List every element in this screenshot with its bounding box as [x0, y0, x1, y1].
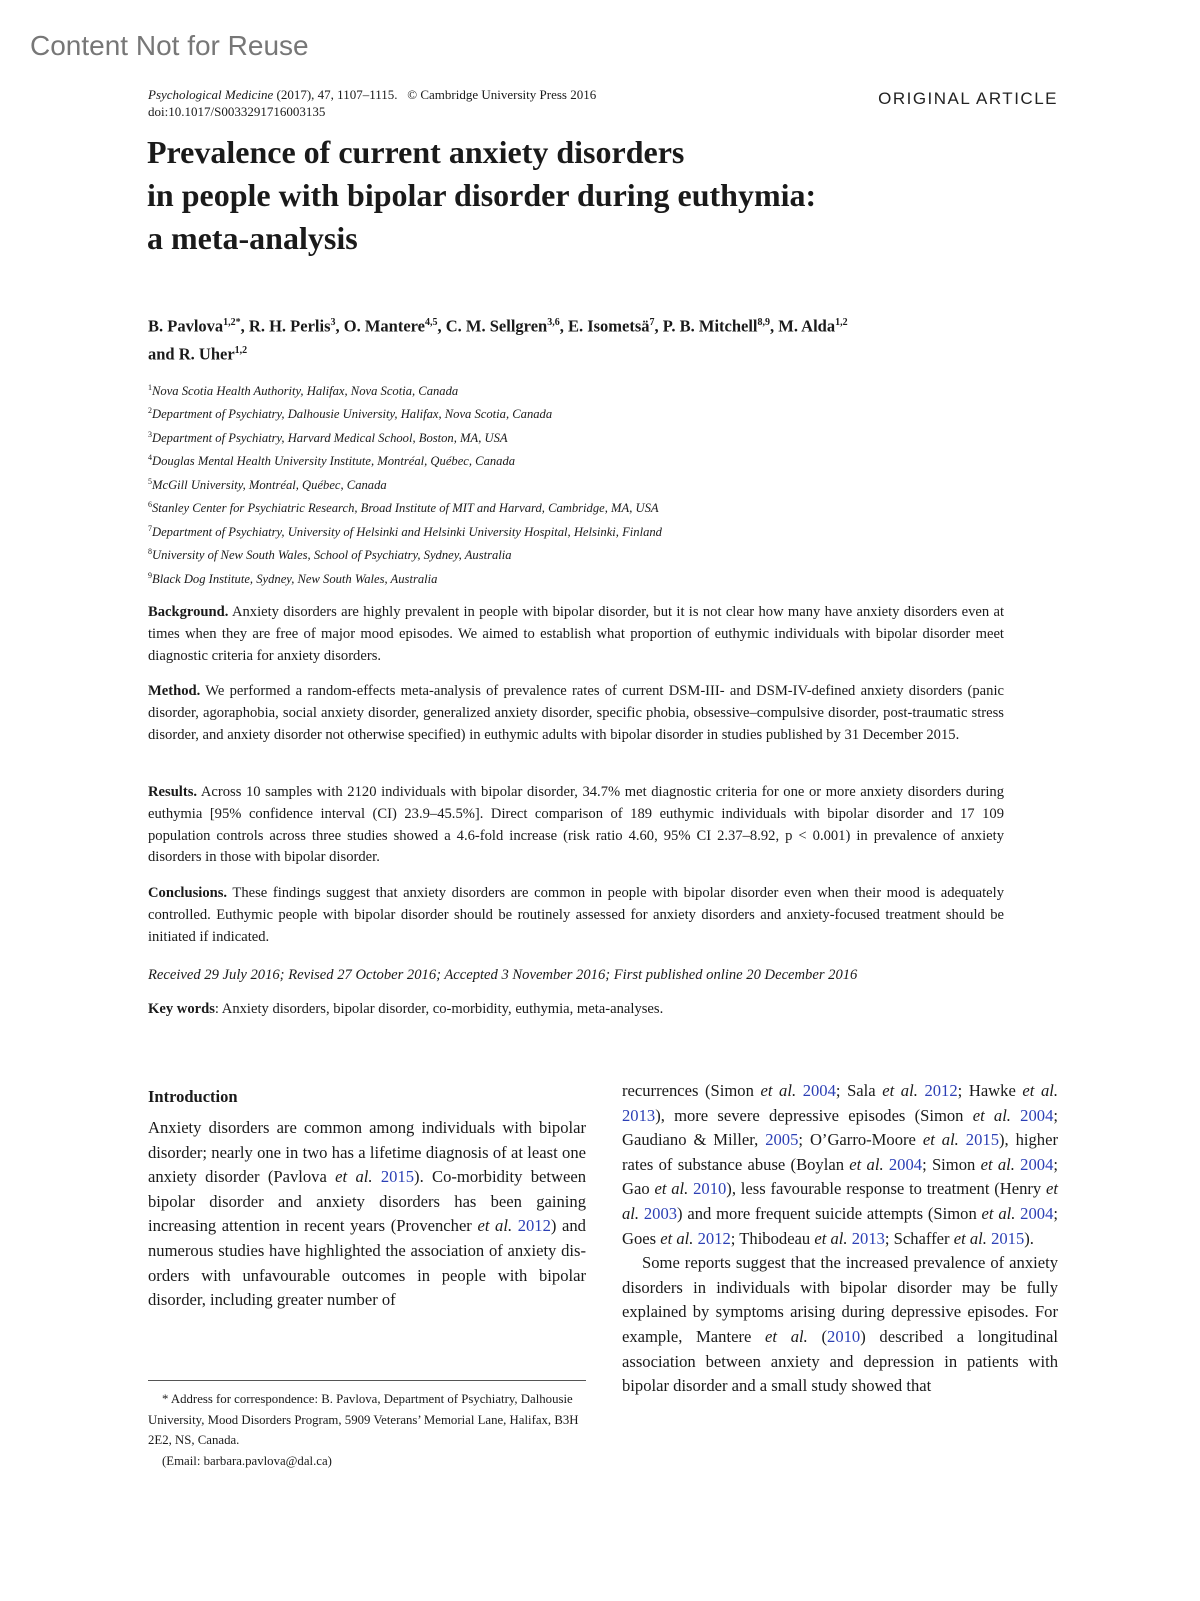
- abstract-background: Background. Anxiety disorders are highly prevalent in people with bipolar disorder, but it is not clear how many have anxiety disorders even at times when they are free of major mood episodes. We aimed to establish what proportion of euthymic individuals with bipolar disorder meet diagnostic criteria for anxiety disorders.: [148, 604, 1004, 664]
- author-affil-sup: 1,2: [234, 344, 248, 356]
- affiliation-item: $^9$Black Dog Institute, Sydney, New South Wales, Australia: [148, 570, 438, 587]
- article-title: [147, 131, 1047, 260]
- author-name: O. Mantere: [343, 316, 426, 336]
- title-line-2: in people with bipolar disorder during euthymia:: [147, 177, 817, 213]
- affiliation-item: $^6$Stanley Center for Psychiatric Research, Broad Institute of MIT and Harvard, Cambridge, MA, USA: [148, 500, 659, 516]
- affiliation-item: $^3$Department of Psychiatry, Harvard Medical School, Boston, MA, USA: [148, 429, 508, 446]
- citation-link[interactable]: 2015: [380, 1167, 415, 1187]
- journal-name: Psychological Medicine: [148, 87, 274, 102]
- title-line-1: Prevalence of current anxiety disorders: [147, 134, 685, 170]
- affiliation-item: $^8$University of New South Wales, School of Psychiatry, Sydney, Australia: [148, 547, 512, 563]
- affiliation-item: $^2$Department of Psychiatry, Dalhousie University, Halifax, Nova Scotia, Canada: [148, 406, 553, 422]
- citation-link[interactable]: 2012: [517, 1216, 551, 1236]
- citation-link[interactable]: 2004: [888, 1154, 923, 1174]
- citation-link[interactable]: 2012: [697, 1228, 731, 1248]
- author-name: M. Alda: [778, 316, 836, 336]
- author-name: R. Uher: [178, 344, 235, 363]
- author-affil-sup: 1,2*: [223, 317, 241, 328]
- author-affil-sup: 3,6: [547, 317, 560, 328]
- author-affil-sup: 4,5: [425, 317, 438, 328]
- citation-link[interactable]: 2013: [851, 1228, 885, 1248]
- citation-link[interactable]: 2003: [643, 1203, 678, 1223]
- citation-link[interactable]: 2010: [693, 1179, 727, 1199]
- author-affil-sup: 3: [330, 317, 336, 328]
- author-name: E. Isometsä: [567, 316, 650, 336]
- journal-citation: [148, 86, 708, 120]
- citation-link[interactable]: 2004: [1020, 1105, 1054, 1125]
- footnote-address: * Address for correspondence: B. Pavlova, Department of Psychiatry, Dalhousie University, Mood Disorders Program, 5909 Veterans’ Memorial Lane, Halifax, B3H 2E2, NS, Canada.: [148, 1392, 579, 1447]
- section-heading: Introduction: [148, 1087, 238, 1106]
- citation-link[interactable]: 2004: [802, 1081, 836, 1100]
- author-name: C. M. Sellgren: [445, 316, 548, 336]
- citation-link[interactable]: 2013: [622, 1105, 656, 1125]
- citation-link[interactable]: 2004: [1020, 1203, 1054, 1223]
- body-column-right: recurrences (Simon et al. 2004; Sala et al. 2012; Hawke et al. 2013), more severe depressive episodes (Simon et al. 2004; Gaudiano & Miller, 2005; O’Garro-Moore et al. 2015), higher rates of substance abuse (Boylan et al. 2004; Simon et al. 2004; Gao et al. 2010), less favourable response to treatment (Henry et al. 2003) and more frequent suicide attempts (Simon et al. 2004; Goes et al. 2012; Thibodeau et al. 2013; Schaffer et al. 2015). Some reports suggest that the increased prevalence of anxiety disorders in individuals with bipolar disorder may be fully explained by symptoms arising during depressive episodes. For example, Mantere et al. (2010) described a longitudinal association between anxiety and depression in patients with bipolar disorder and a small study showed that: [622, 1081, 1059, 1396]
- abstract-label: Method.: [148, 683, 201, 699]
- footnote-email: (Email: barbara.pavlova@dal.ca): [162, 1453, 332, 1468]
- abstract-label: Results.: [148, 784, 198, 800]
- citation-link[interactable]: 2005: [765, 1130, 799, 1150]
- citation-link[interactable]: 2004: [1020, 1154, 1054, 1174]
- footnote-divider: [148, 1380, 586, 1381]
- author-name: R. H. Perlis: [248, 316, 331, 336]
- affiliation-item: $^4$Douglas Mental Health University Institute, Montréal, Québec, Canada: [148, 453, 516, 469]
- author-affil-sup: 8,9: [757, 317, 771, 328]
- affiliation-item: $^7$Department of Psychiatry, University of Helsinki and Helsinki University Hospital, Helsinki, Finland: [148, 523, 662, 540]
- author-list: B. Pavlova$^{1,2*}$, R. H. Perlis$^3$, O. Mantere$^{4,5}$, C. M. Sellgren$^{3,6}$, E. Isometsä$^7$, P. B. Mitchell$^{8,9}$, M. Alda$^{1,2}$ and R. Uher$^{1,2}$: [148, 316, 848, 363]
- abstract-conclusions: Conclusions. These findings suggest that anxiety disorders are common in people with bipolar disorder even when their mood is adequately controlled. Euthymic people with bipolar disorder should be routinely assessed for anxiety disorders and anxiety-focused treatment should be initiated if indicated.: [148, 885, 1004, 945]
- doi-link[interactable]: doi:10.1017/S0033291716003135: [148, 104, 326, 119]
- keywords-list: : Anxiety disorders, bipolar disorder, co-morbidity, euthymia, meta-analyses.: [214, 1001, 664, 1017]
- copyright: © Cambridge University Press 2016: [407, 87, 597, 102]
- correspondence-footnote: [148, 1389, 588, 1471]
- abstract-results: Results. Across 10 samples with 2120 individuals with bipolar disorder, 34.7% met diagnostic criteria for one or more anxiety disorders during euthymia [95% confidence interval (CI) 23.9–45.5%]. Direct comparison of 189 euthymic individuals with bipolar disorder and 17 109 population controls across three studies showed a 4.6-fold increase (risk ratio 4.60, 95% CI 2.37–8.92, p < 0.001) in prevalence of anxiety disorders in those with bipolar disorder.: [148, 784, 1005, 866]
- title-line-3: a meta-analysis: [147, 220, 358, 256]
- keywords-label: Key words: [148, 1001, 215, 1017]
- journal-volume-pages: (2017), 47, 1107–1115.: [276, 87, 398, 102]
- affiliation-list: [148, 378, 1028, 589]
- body-column-left: Anxiety disorders are common among individuals with bipolar disorder; nearly one in two has a lifetime diagnosis of at least one anxiety disorder (Pavlova et al. 2015). Co-morbidity between bipolar disorder and anxiety disorders has been gaining increasing attention in recent years (Provencher et al. 2012) and numerous studies have highlighted the association of anxiety disorders with unfavourable outcomes in people with bipolar disorder, including greater number of: [148, 1118, 586, 1310]
- author-name: B. Pavlova: [148, 316, 224, 336]
- article-type: ORIGINAL ARTICLE: [878, 89, 1058, 108]
- publication-dates: Received 29 July 2016; Revised 27 October 2016; Accepted 3 November 2016; First published online 20 December 2016: [148, 967, 858, 983]
- citation-link[interactable]: 2015: [965, 1130, 999, 1150]
- citation-link[interactable]: 2010: [827, 1326, 861, 1346]
- author-name: P. B. Mitchell: [662, 316, 758, 336]
- watermark: Content Not for Reuse: [30, 30, 309, 61]
- keywords: [148, 1001, 663, 1018]
- citation-link[interactable]: 2012: [924, 1081, 958, 1100]
- author-affil-sup: 7: [649, 317, 655, 328]
- author-affil-sup: 1,2: [835, 317, 848, 328]
- abstract-label: Background.: [148, 604, 229, 620]
- citation-link[interactable]: 2015: [991, 1228, 1025, 1248]
- abstract-label: Conclusions.: [148, 885, 228, 901]
- abstract-method: Method. We performed a random-effects meta-analysis of prevalence rates of current DSM-III- and DSM-IV-defined anxiety disorders (panic disorder, agoraphobia, social anxiety disorder, generalized anxiety disorder, specific phobia, obsessive–compulsive disorder, post-traumatic stress disorder, and anxiety disorder not otherwise specified) in euthymic adults with bipolar disorder in studies published by 31 December 2015.: [148, 683, 1004, 743]
- affiliation-item: $^1$Nova Scotia Health Authority, Halifax, Nova Scotia, Canada: [148, 383, 459, 399]
- affiliation-item: $^5$McGill University, Montréal, Québec, Canada: [148, 476, 387, 493]
